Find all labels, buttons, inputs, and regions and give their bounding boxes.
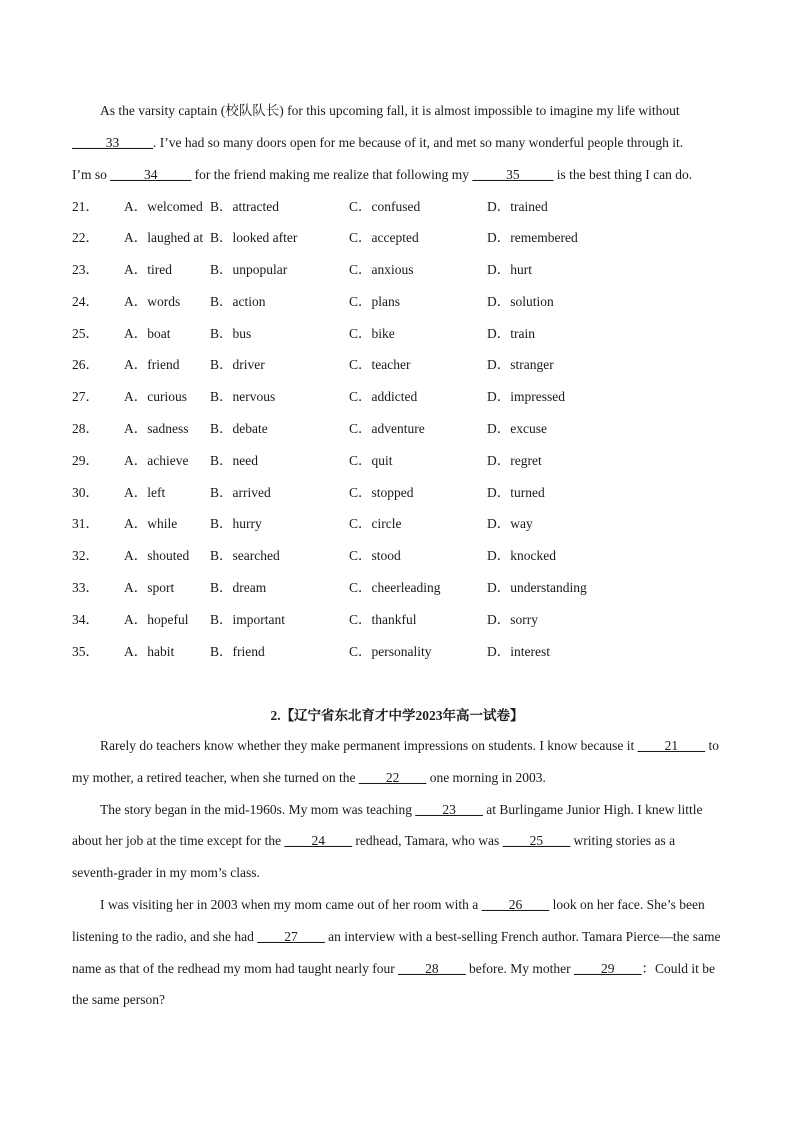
option-row	[72, 222, 732, 254]
option-c: C．quit	[349, 452, 393, 468]
question-number: 34．	[72, 611, 99, 627]
passage-2-paragraph-2	[72, 794, 722, 889]
option-a: A．sadness	[124, 421, 189, 437]
option-b: B．action	[210, 293, 266, 309]
passage-2-text: ：Could it be the same person?	[72, 960, 715, 1008]
question-number: 24．	[72, 293, 99, 309]
passage-2-text: to my mother, a retired teacher, when she turned on the	[72, 738, 719, 785]
passage-2-text: Rarely do teachers know whether they make permanent impressions on students. I know because it	[100, 738, 638, 753]
option-a: A．sport	[124, 580, 175, 596]
option-b: B．bus	[210, 325, 252, 341]
option-c: C．plans	[349, 293, 401, 309]
option-a: A．welcomed	[124, 198, 203, 214]
option-d: D．remembered	[487, 230, 578, 246]
blank-34: _____34_____	[110, 166, 192, 182]
passage-2-text: at Burlingame Junior High. I knew little about her job at the time except for the	[72, 801, 703, 849]
option-d: D．turned	[487, 484, 545, 500]
option-row	[72, 413, 732, 445]
passage-1-paragraph	[72, 95, 722, 190]
options-list	[72, 191, 732, 668]
passage-1-line-3a: I’m so	[72, 166, 111, 182]
option-row	[72, 445, 732, 477]
option-b: B．debate	[210, 421, 268, 437]
option-d: D．way	[487, 516, 533, 532]
option-b: B．important	[210, 611, 285, 627]
passage-2-paragraph-1	[72, 730, 722, 794]
option-row	[72, 636, 732, 668]
passage-1-line-2: . I’ve had so many doors open for me because of it, and met so many wonderful people through it.	[153, 134, 684, 150]
option-c: C．addicted	[349, 389, 418, 405]
option-a: A．while	[124, 516, 178, 532]
option-b: B．nervous	[210, 389, 276, 405]
passage-1-line-1: As the varsity captain (校队队长) for this upcoming fall, it is almost impossible to imagine my life without	[100, 103, 680, 118]
question-number: 30．	[72, 484, 99, 500]
option-d: D．understanding	[487, 580, 587, 596]
option-d: D．interest	[487, 643, 550, 659]
option-row	[72, 286, 732, 318]
option-c: C．adventure	[349, 421, 425, 437]
blank-23: ____23____	[415, 801, 483, 817]
option-row	[72, 540, 732, 572]
option-row	[72, 191, 732, 223]
option-d: D．train	[487, 325, 535, 341]
passage-2-text: writing stories as a seventh-grader in my mom’s class.	[72, 833, 676, 881]
option-d: D．trained	[487, 198, 548, 214]
blank-35: _____35_____	[472, 166, 554, 182]
question-number: 25．	[72, 325, 99, 341]
blank-21: ____21____	[637, 738, 706, 753]
passage-2-text: redhead, Tamara, who was	[352, 833, 503, 849]
blank-22: ____22____	[358, 769, 427, 785]
blank-26: ____26____	[481, 897, 550, 912]
question-number: 28．	[72, 421, 99, 437]
option-c: C．thankful	[349, 611, 417, 627]
option-a: A．hopeful	[124, 611, 189, 627]
question-number: 35．	[72, 643, 99, 659]
option-a: A．tired	[124, 262, 172, 278]
option-c: C．circle	[349, 516, 402, 532]
option-a: A．curious	[124, 389, 187, 405]
option-row	[72, 381, 732, 413]
passage-2-text: one morning in 2003.	[426, 769, 546, 785]
option-c: C．confused	[349, 198, 421, 214]
option-b: B．unpopular	[210, 262, 288, 278]
passage-2-paragraph-3	[72, 889, 722, 1016]
option-c: C．stopped	[349, 484, 414, 500]
option-b: B．looked after	[210, 230, 298, 246]
option-b: B．need	[210, 452, 258, 468]
option-d: D．knocked	[487, 548, 556, 564]
option-c: C．teacher	[349, 357, 411, 373]
option-b: B．friend	[210, 643, 265, 659]
option-d: D．stranger	[487, 357, 554, 373]
question-number: 33．	[72, 580, 99, 596]
option-c: C．accepted	[349, 230, 419, 246]
question-number: 31．	[72, 516, 99, 532]
passage-2-text: look on her face. She’s been listening to the radio, and she had	[72, 897, 705, 944]
option-c: C．anxious	[349, 262, 414, 278]
blank-24: ____24____	[284, 833, 353, 849]
passage-1-line-3b: for the friend making me realize that following my	[191, 166, 473, 182]
option-a: A．friend	[124, 357, 180, 373]
passage-2-text: The story began in the mid-1960s. My mom was teaching	[100, 801, 416, 817]
option-b: B．searched	[210, 548, 280, 564]
question-number: 26．	[72, 357, 99, 373]
option-a: A．laughed at	[124, 230, 204, 246]
option-a: A．shouted	[124, 548, 190, 564]
option-d: D．solution	[487, 293, 554, 309]
option-c: C．cheerleading	[349, 580, 441, 596]
option-a: A．habit	[124, 643, 175, 659]
option-b: B．hurry	[210, 516, 262, 532]
question-number: 29．	[72, 452, 99, 468]
option-row	[72, 349, 732, 381]
option-a: A．left	[124, 484, 166, 500]
blank-33: _____33_____	[72, 134, 153, 150]
option-c: C．bike	[349, 325, 395, 341]
blank-29: ____29____	[574, 960, 642, 976]
option-d: D．excuse	[487, 421, 547, 437]
passage-2-text: before. My mother	[465, 960, 574, 976]
option-c: C．personality	[349, 643, 432, 659]
option-row	[72, 477, 732, 509]
section-2-heading: 2.【辽宁省东北育才中学2023年高一试卷】	[270, 708, 524, 723]
option-b: B．driver	[210, 357, 265, 373]
option-a: A．boat	[124, 325, 171, 341]
option-row	[72, 254, 732, 286]
option-row	[72, 604, 732, 636]
blank-28: ____28____	[398, 960, 466, 976]
option-row	[72, 318, 732, 350]
option-d: D．sorry	[487, 611, 538, 627]
option-b: B．arrived	[210, 484, 271, 500]
option-d: D．hurt	[487, 262, 532, 278]
option-d: D．regret	[487, 452, 542, 468]
passage-2-text: an interview with a best-selling French author. Tamara Pierce—the same name as that of the redhead my mom had taught nearly four	[72, 928, 721, 976]
option-a: A．achieve	[124, 452, 189, 468]
option-b: B．dream	[210, 580, 267, 596]
question-number: 22．	[72, 230, 99, 246]
option-d: D．impressed	[487, 389, 565, 405]
option-c: C．stood	[349, 548, 401, 564]
option-row	[72, 508, 732, 540]
blank-25: ____25____	[502, 833, 571, 849]
option-b: B．attracted	[210, 198, 279, 214]
option-a: A．words	[124, 293, 181, 309]
blank-27: ____27____	[257, 928, 325, 944]
option-row	[72, 572, 732, 604]
passage-2-text: I was visiting her in 2003 when my mom came out of her room with a	[100, 897, 482, 912]
question-number: 32．	[72, 548, 99, 564]
passage-1-line-3c: is the best thing I can do.	[553, 166, 693, 182]
question-number: 21．	[72, 198, 99, 214]
question-number: 23．	[72, 262, 99, 278]
question-number: 27．	[72, 389, 99, 405]
